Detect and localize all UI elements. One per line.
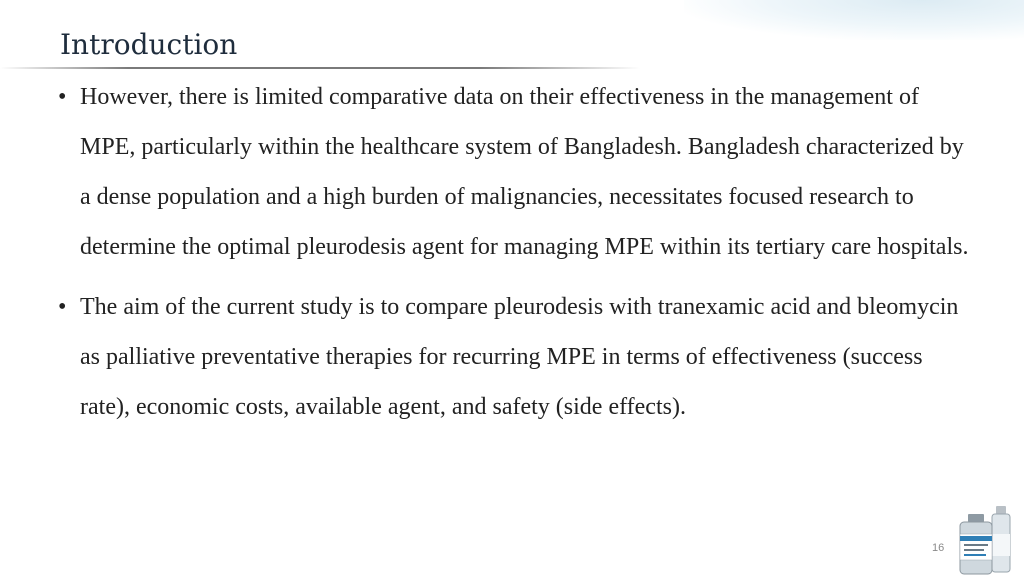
- bullet-item: [58, 72, 978, 272]
- bullet-text: However, there is limited comparative data on their effectiveness in the management of MPE, particularly within the healthcare system of Bangladesh. Bangladesh characterized by a dense population and a high burden of malignancies, necessitates focused research to determine the optimal pleurodesis agent for managing MPE within its tertiary care hospitals.: [80, 84, 969, 260]
- bullet-item: [58, 282, 978, 432]
- title-divider: [0, 67, 640, 69]
- bullet-marker: •: [58, 84, 67, 110]
- decorative-header-wave: [684, 0, 1024, 40]
- medicine-vials-image: [956, 500, 1020, 576]
- bullet-list: [58, 72, 978, 432]
- page-number: 16: [932, 542, 945, 554]
- slide-title: Introduction: [60, 28, 238, 61]
- bullet-marker: •: [58, 294, 67, 320]
- bullet-text: The aim of the current study is to compare pleurodesis with tranexamic acid and bleomycin as palliative preventative therapies for recurring MPE in terms of effectiveness (success rate), economic costs, available agent, and safety (side effects).: [80, 294, 959, 420]
